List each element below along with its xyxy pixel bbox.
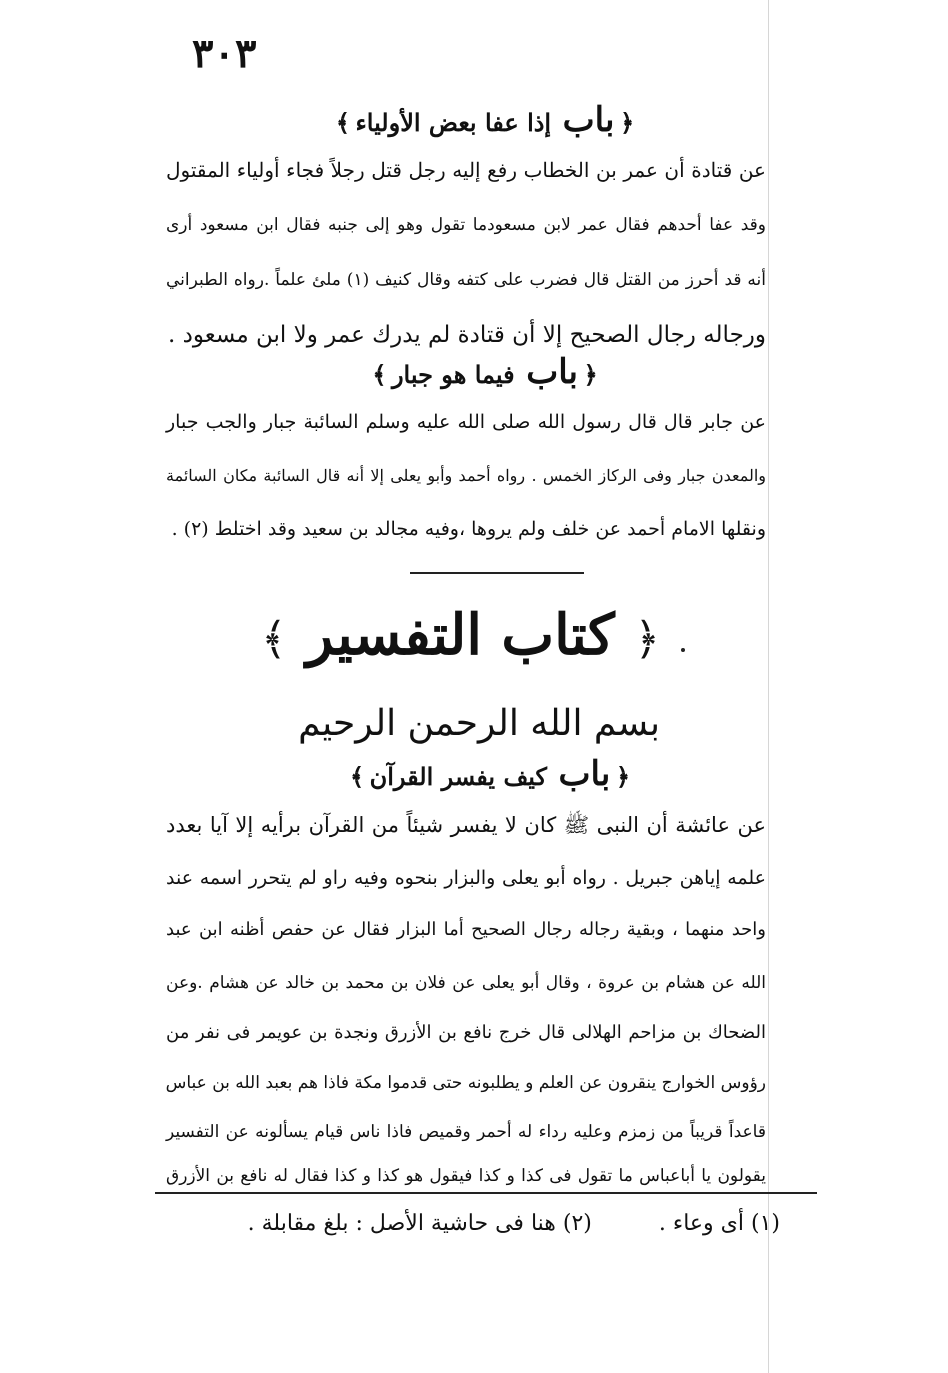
section-divider <box>410 572 584 574</box>
text-line: عن عائشة أن النبى ﷺ كان لا يفسر شيئاً من القرآن برأيه إلا آيا بعدد <box>166 813 766 837</box>
bab-label: باب <box>526 352 579 392</box>
open-bracket: ﴿ <box>583 360 598 389</box>
text-line: يقولون يا أباعباس ما تقول فى كذا و كذا فيقول هو كذا و كذا فقال له نافع بن الأزرق <box>166 1166 766 1186</box>
text-line: واحد منهما ، وبقية رجاله رجال الصحيح أما البزار فقال عن حفص أظنه ابن عبد <box>166 919 766 940</box>
section-title: كيف يفسر القرآن <box>369 762 547 791</box>
footnotes <box>247 1204 780 1244</box>
text-line: ورجاله رجال الصحيح إلا أن قتادة لم يدرك عمر ولا ابن مسعود . <box>167 322 766 348</box>
text-line: الضحاك بن مزاحم الهلالى قال خرج نافع بن الأزرق ونجدة بن عويمر فى نفر من <box>166 1022 766 1043</box>
text-line: رؤوس الخوارج ينقرون عن العلم و يطلبونه حتى قدموا مكة فاذا هم بعبد الله بن عباس <box>165 1073 766 1093</box>
basmala: بسم الله الرحمن الرحيم <box>298 703 660 744</box>
section-heading-tafsir <box>340 752 640 802</box>
text-line: أنه قد أحرز من القتل قال فضرب على كتفه وقال كنيف (١) ملئ علماً .رواه الطبراني <box>166 270 766 290</box>
text-line: عن قتادة أن عمر بن الخطاب رفع إليه رجل قتل رجلاً فجاء أولياء المقتول <box>166 158 766 182</box>
ink-dot <box>681 648 685 652</box>
close-bracket: ﴾ <box>349 762 365 791</box>
text-line: والمعدن جبار وفى الركاز الخمس . رواه أحمد وأبو يعلى إلا أنه قال السائبة مكان السائمة <box>166 466 766 485</box>
close-bracket: ﴾ <box>335 108 350 137</box>
page-edge-line <box>768 0 769 1373</box>
open-bracket: ﴿ <box>615 762 631 791</box>
close-ornament: ﴾ <box>261 614 287 665</box>
footnote-1: (١) أى وعاء . <box>658 1211 780 1236</box>
book-title <box>261 590 660 680</box>
section-heading-jubar <box>370 350 600 400</box>
section-heading-awliya <box>330 98 640 148</box>
text-line: وقد عفا أحدهم فقال عمر لابن مسعودما تقول وهو إلى جنبه فقال ابن مسعود أرى <box>166 215 766 235</box>
section-title: فيما هو جبار <box>391 360 515 389</box>
page-number: ٣٠٣ <box>192 30 257 77</box>
footnote-rule <box>155 1192 817 1194</box>
text-line: قاعداً قريباً من زمزم وعليه رداء له أحمر وقميص فاذا ناس قيام يسألونه عن التفسير <box>166 1122 766 1142</box>
open-bracket: ﴿ <box>620 108 635 137</box>
text-line: عن جابر قال قال رسول الله صلى الله عليه وسلم السائبة جبار والجب جبار <box>166 411 766 433</box>
bab-label: باب <box>558 754 611 794</box>
section-title: إذا عفا بعض الأولياء <box>355 108 552 137</box>
text-line: الله عن هشام بن عروة ، وقال أبو يعلى عن فلان بن محمد بن خالد عن هشام .وعن <box>166 973 766 993</box>
open-ornament: ﴿ <box>634 614 660 665</box>
footnote-2: (٢) هنا فى حاشية الأصل : بلغ مقابلة . <box>247 1211 592 1236</box>
text-line: علمه إياهن جبريل . رواه أبو يعلى والبزار بنحوه وفيه راو لم يتحرر اسمه عند <box>166 867 766 889</box>
close-bracket: ﴾ <box>372 360 387 389</box>
book-title-text: كتاب التفسير <box>306 602 615 668</box>
bab-label: باب <box>562 100 615 140</box>
text-line: ونقلها الامام أحمد عن خلف ولم يروها ،وفيه مجالد بن سعيد وقد اختلط (٢) . <box>171 518 766 540</box>
